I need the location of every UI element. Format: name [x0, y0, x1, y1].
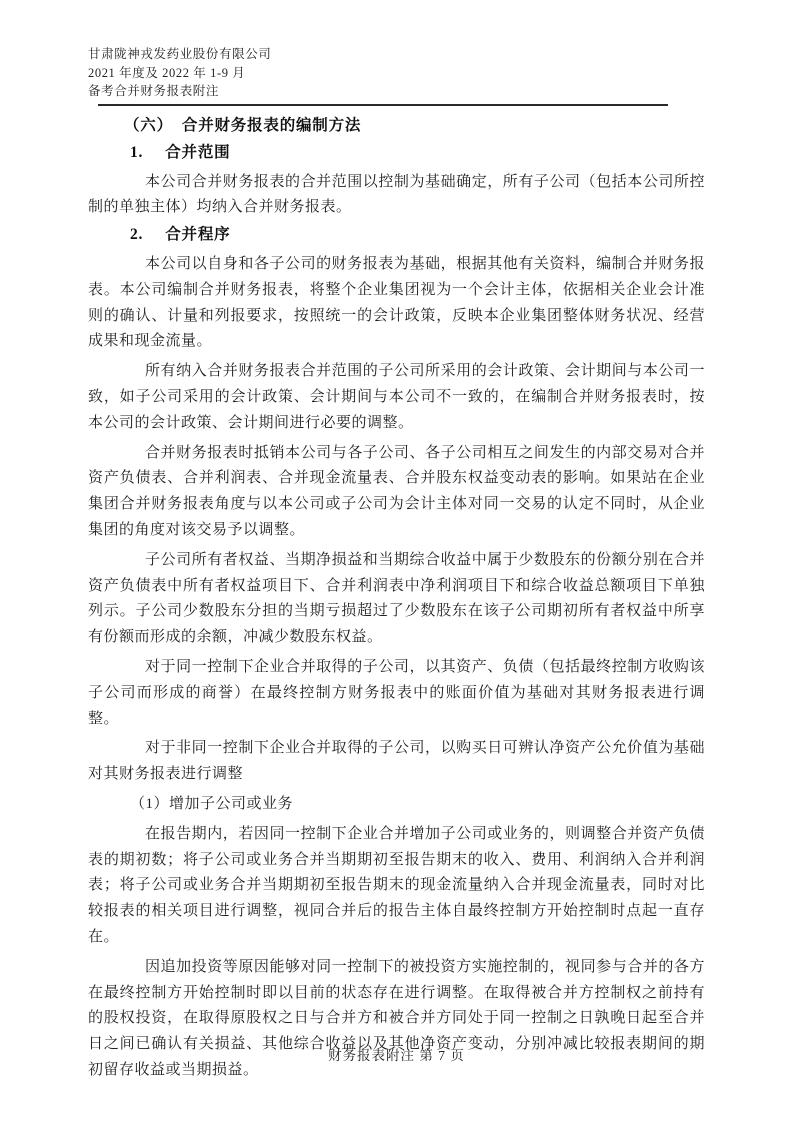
paragraph: 对于非同一控制下企业合并取得的子公司，以购买日可辨认净资产公允价值为基础对其财务报表进行调整 — [88, 740, 705, 783]
paragraph: 在报告期内，若因同一控制下企业合并增加子公司或业务的，则调整合并资产负债表的期初数；将子公司或业务合并当期期初至报告期末的收入、费用、利润纳入合并利润表；将子公司或业务合并当期期初至报告期末的现金流量纳入合并现金流量表，同时对比较报表的相关项目进行调整，视同合并后的报告主体自最终控制方开始控制时点起一直存在。 — [88, 825, 705, 946]
paragraph: 本公司合并财务报表的合并范围以控制为基础确定，所有子公司（包括本公司所控制的单独主体）均纳入合并财务报表。 — [88, 173, 705, 216]
section-number: （六） — [124, 116, 173, 134]
subsection-heading-1 — [88, 140, 705, 166]
paragraph: 对于同一控制下企业合并取得的子公司，以其资产、负债（包括最终控制方收购该子公司而形成的商誉）在最终控制方财务报表中的账面价值为基础对其财务报表进行调整。 — [88, 659, 705, 727]
paragraph: 本公司以自身和各子公司的财务报表为基础，根据其他有关资料，编制合并财务报表。本公司编制合并财务报表，将整个企业集团视为一个会计主体，依据相关企业会计准则的确认、计量和列报要求，按照统一的会计政策，反映本企业集团整体财务状况、经营成果和现金流量。 — [88, 256, 705, 350]
page-content — [88, 45, 705, 1084]
header-report-period: 2021 年度及 2022 年 1-9 月 — [88, 65, 246, 80]
subsection-title: 合并范围 — [165, 143, 231, 161]
list-item-heading: （1）增加子公司或业务 — [130, 796, 294, 813]
subsection-title: 合并程序 — [165, 226, 231, 244]
header-divider — [98, 104, 668, 106]
document-header — [88, 45, 705, 101]
header-doc-title: 备考合并财务报表附注 — [88, 84, 220, 98]
header-company-name: 甘肃陇神戎发药业股份有限公司 — [88, 47, 272, 61]
subsection-number: 2. — [130, 226, 144, 244]
paragraph: 子公司所有者权益、当期净损益和当期综合收益中属于少数股东的份额分别在合并资产负债表中所有者权益项目下、合并利润表中净利润项目下和综合收益总额项目下单独列示。子公司少数股东分担的当期亏损超过了少数股东在该子公司期初所有者权益中所享有份额而形成的余额，冲减少数股东权益。 — [88, 551, 705, 646]
paragraph: 所有纳入合并财务报表合并范围的子公司所采用的会计政策、会计期间与本公司一致，如子公司采用的会计政策、会计期间与本公司不一致的，在编制合并财务报表时，按本公司的会计政策、会计期间进行必要的调整。 — [88, 363, 705, 431]
paragraph: 因追加投资等原因能够对同一控制下的被投资方实施控制的，视同参与合并的各方在最终控制方开始控制时即以目前的状态存在进行调整。在取得被合并方控制权之前持有的股权投资，在取得原股权之日与合并方和被合并方同处于同一控制之日孰晚日起至合并日之间已确认有关损益、其他综合收益以及其他净资产变动，分别冲减比较报表期间的期初留存收益或当期损益。 — [88, 958, 705, 1078]
subsection-heading-2 — [88, 222, 705, 248]
page-footer — [0, 1044, 793, 1064]
section-title: 合并财务报表的编制方法 — [181, 116, 362, 134]
footer-page-label: 财务报表附注 第 7 页 — [328, 1048, 465, 1063]
section-heading — [88, 113, 705, 139]
subsection-number: 1. — [130, 143, 144, 161]
paragraph: 合并财务报表时抵销本公司与各子公司、各子公司相互之间发生的内部交易对合并资产负债表、合并利润表、合并现金流量表、合并股东权益变动表的影响。如果站在企业集团合并财务报表角度与以本公司或子公司为会计主体对同一交易的认定不同时，从企业集团的角度对该交易予以调整。 — [88, 444, 705, 539]
